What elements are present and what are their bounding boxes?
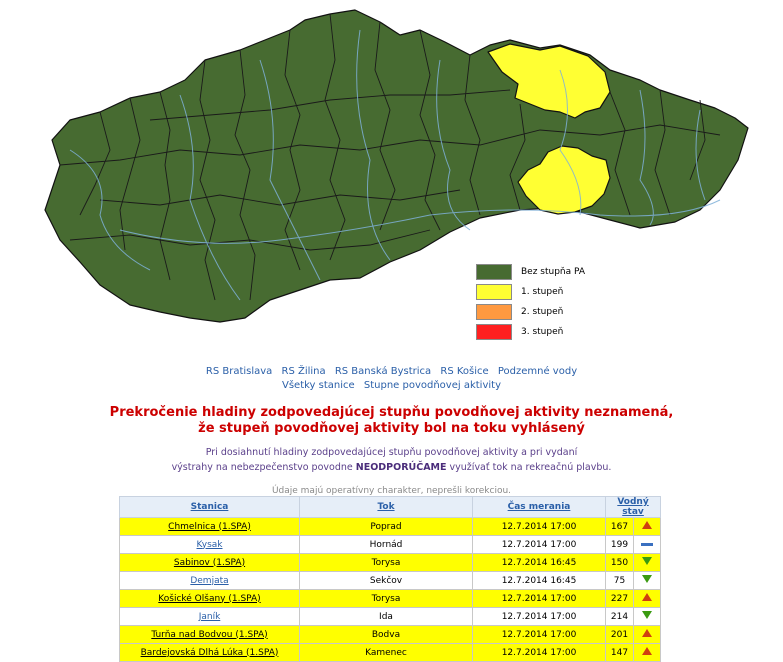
table-row xyxy=(120,644,661,662)
recreation-note xyxy=(0,445,783,475)
legend-swatch-level-3 xyxy=(476,324,512,340)
column-header-station[interactable]: Stanica xyxy=(120,497,300,518)
column-header-river[interactable]: Tok xyxy=(300,497,473,518)
cell-station xyxy=(120,518,300,536)
column-header-level[interactable]: Vodný stav xyxy=(606,497,661,518)
legend-item-none xyxy=(476,262,585,281)
cell-river: Kamenec xyxy=(300,644,473,662)
cell-trend xyxy=(634,536,661,554)
note-line-2-pre: výstrahy na nebezpečenstvo povodne xyxy=(171,462,353,473)
nav-link-rs-kosice[interactable]: RS Košice xyxy=(440,366,489,377)
region-nav xyxy=(0,366,783,377)
table-row xyxy=(120,608,661,626)
table-row xyxy=(120,626,661,644)
legend-label: 2. stupeň xyxy=(521,306,564,317)
nav-link-rs-bratislava[interactable]: RS Bratislava xyxy=(205,366,273,377)
nav-link-rs-banska-bystrica[interactable]: RS Banská Bystrica xyxy=(334,366,432,377)
cell-time: 12.7.2014 17:00 xyxy=(473,644,606,662)
cell-river: Sekčov xyxy=(300,572,473,590)
legend-label: 1. stupeň xyxy=(521,286,564,297)
cell-station xyxy=(120,644,300,662)
legend-item-level-2 xyxy=(476,302,585,321)
cell-trend xyxy=(634,608,661,626)
cell-level: 150 xyxy=(606,554,634,572)
cell-time: 12.7.2014 17:00 xyxy=(473,536,606,554)
cell-river: Torysa xyxy=(300,554,473,572)
station-link[interactable]: Sabinov (1.SPA) xyxy=(173,557,246,568)
note-line-2-emphasis: NEODPORÚČAME xyxy=(355,462,447,473)
table-row xyxy=(120,554,661,572)
station-link[interactable]: Kysak xyxy=(196,539,223,550)
cell-trend xyxy=(634,518,661,536)
cell-station xyxy=(120,608,300,626)
nav-link-podzemne-vody[interactable]: Podzemné vody xyxy=(497,366,578,377)
trend-up-icon xyxy=(642,647,652,655)
trend-steady-icon xyxy=(641,543,653,546)
cell-level: 201 xyxy=(606,626,634,644)
note-line-1: Pri dosiahnutí hladiny zodpovedajúcej stupňu povodňovej aktivity a pri vydaní xyxy=(205,447,578,458)
map-legend xyxy=(476,262,585,342)
trend-up-icon xyxy=(642,521,652,529)
station-link[interactable]: Chmelnica (1.SPA) xyxy=(168,521,251,532)
cell-time: 12.7.2014 17:00 xyxy=(473,608,606,626)
nav-link-vsetky-stanice[interactable]: Všetky stanice xyxy=(282,380,355,391)
cell-trend xyxy=(634,626,661,644)
station-link[interactable]: Bardejovská Dlhá Lúka (1.SPA) xyxy=(140,647,279,658)
legend-item-level-3 xyxy=(476,322,585,341)
trend-up-icon xyxy=(642,593,652,601)
station-link[interactable]: Janík xyxy=(198,611,221,622)
cell-level: 227 xyxy=(606,590,634,608)
station-link[interactable]: Košické Olšany (1.SPA) xyxy=(158,593,261,604)
cell-river: Bodva xyxy=(300,626,473,644)
legend-swatch-none xyxy=(476,264,512,280)
note-line-2 xyxy=(0,460,783,475)
cell-level: 214 xyxy=(606,608,634,626)
region-nav-secondary xyxy=(0,380,783,391)
cell-river: Torysa xyxy=(300,590,473,608)
legend-swatch-level-2 xyxy=(476,304,512,320)
table-row xyxy=(120,518,661,536)
legend-label: 3. stupeň xyxy=(521,326,564,337)
cell-level: 75 xyxy=(606,572,634,590)
cell-river: Ida xyxy=(300,608,473,626)
cell-trend xyxy=(634,644,661,662)
station-link[interactable]: Turňa nad Bodvou (1.SPA) xyxy=(151,629,268,640)
trend-down-icon xyxy=(642,575,652,583)
cell-time: 12.7.2014 17:00 xyxy=(473,518,606,536)
trend-down-icon xyxy=(642,557,652,565)
cell-station xyxy=(120,536,300,554)
column-header-time[interactable]: Čas merania xyxy=(473,497,606,518)
cell-station xyxy=(120,572,300,590)
cell-river: Poprad xyxy=(300,518,473,536)
note-line-2-post: využívať tok na rekreačnú plavbu. xyxy=(449,462,612,473)
cell-trend xyxy=(634,590,661,608)
cell-time: 12.7.2014 16:45 xyxy=(473,572,606,590)
table-body xyxy=(120,518,661,662)
cell-time: 12.7.2014 17:00 xyxy=(473,590,606,608)
legend-swatch-level-1 xyxy=(476,284,512,300)
table-row xyxy=(120,572,661,590)
warning-heading xyxy=(0,405,783,437)
cell-trend xyxy=(634,572,661,590)
cell-level: 147 xyxy=(606,644,634,662)
cell-time: 12.7.2014 16:45 xyxy=(473,554,606,572)
legend-label: Bez stupňa PA xyxy=(521,266,586,277)
station-link[interactable]: Demjata xyxy=(190,575,229,586)
table-header-row xyxy=(120,497,661,518)
nav-link-stupne-pa[interactable]: Stupne povodňovej aktivity xyxy=(363,380,501,391)
trend-down-icon xyxy=(642,611,652,619)
data-disclaimer: Údaje majú operatívny charakter, neprešli korekciou. xyxy=(271,486,512,496)
cell-time: 12.7.2014 17:00 xyxy=(473,626,606,644)
trend-up-icon xyxy=(642,629,652,637)
cell-station xyxy=(120,626,300,644)
cell-level: 199 xyxy=(606,536,634,554)
stations-table xyxy=(119,496,661,662)
table-row xyxy=(120,536,661,554)
cell-station xyxy=(120,590,300,608)
legend-item-level-1 xyxy=(476,282,585,301)
warning-heading-line-2: že stupeň povodňovej aktivity bol na toku vyhlásený xyxy=(198,421,585,436)
warning-heading-line-1: Prekročenie hladiny zodpovedajúcej stupňu povodňovej aktivity neznamená, xyxy=(109,405,674,420)
nav-link-rs-zilina[interactable]: RS Žilina xyxy=(281,366,326,377)
cell-station xyxy=(120,554,300,572)
table-row xyxy=(120,590,661,608)
cell-level: 167 xyxy=(606,518,634,536)
cell-river: Hornád xyxy=(300,536,473,554)
cell-trend xyxy=(634,554,661,572)
